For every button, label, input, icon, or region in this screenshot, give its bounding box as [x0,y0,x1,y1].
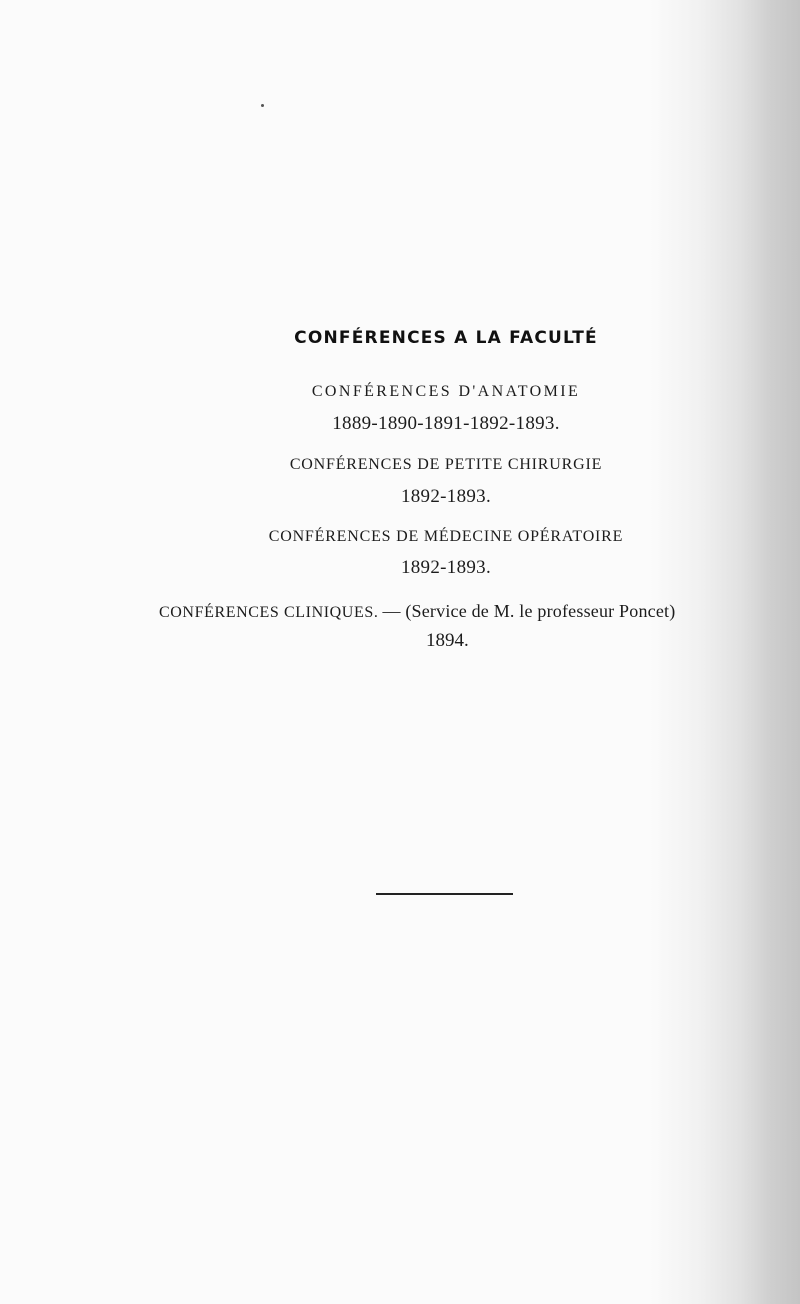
entry-anatomie-title: CONFÉRENCES D'ANATOMIE [311,383,581,400]
entry-cliniques-title: CONFÉRENCES CLINIQUES. [159,604,379,621]
entry-medecine-operatoire-title: CONFÉRENCES DE MÉDECINE OPÉRATOIRE [268,528,624,545]
entry-cliniques-detail: — (Service de M. le professeur Poncet) [382,601,676,621]
entry-cliniques-line [159,601,675,622]
entry-anatomie-years: 1889-1890-1891-1892-1893. [332,413,560,434]
print-speck [261,104,264,107]
closing-rule [376,893,513,895]
entry-petite-chirurgie-title: CONFÉRENCES DE PETITE CHIRURGIE [289,456,603,473]
entry-petite-chirurgie-years: 1892-1893. [400,486,492,507]
page-heading: CONFÉRENCES A LA FACULTÉ [294,328,598,348]
entry-medecine-operatoire-years: 1892-1893. [400,557,492,578]
entry-cliniques-years: 1894. [426,630,469,651]
